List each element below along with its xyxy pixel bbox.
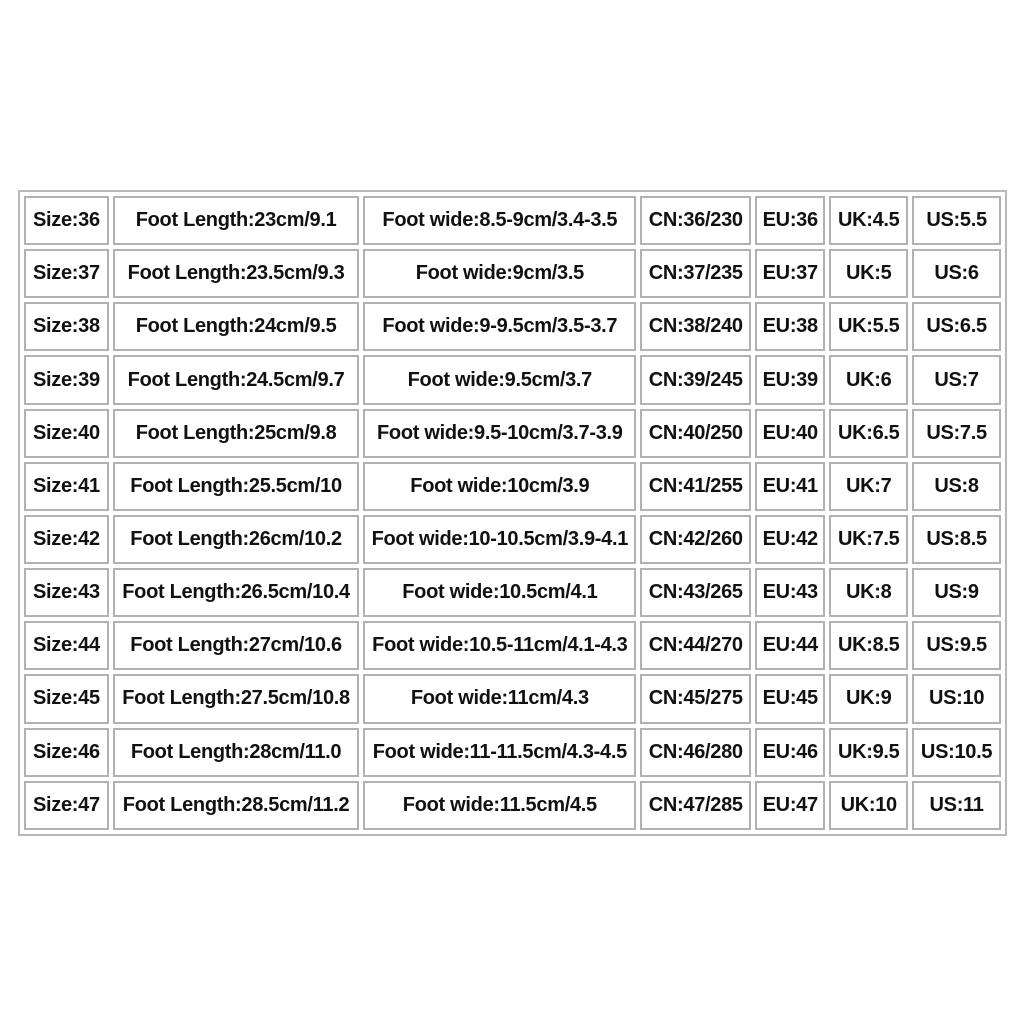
size-cell: Size:47 (24, 781, 109, 830)
size-chart (18, 190, 1007, 836)
us-size-cell: US:5.5 (912, 196, 1001, 245)
us-size-cell: US:6.5 (912, 302, 1001, 351)
eu-size-cell: EU:36 (755, 196, 825, 245)
foot-wide-cell: Foot wide:10cm/3.9 (363, 462, 636, 511)
foot-length-cell: Foot Length:26.5cm/10.4 (113, 568, 360, 617)
cn-size-cell: CN:46/280 (640, 728, 751, 777)
table-row (24, 409, 1001, 458)
size-chart-body (24, 196, 1001, 830)
foot-wide-cell: Foot wide:9.5cm/3.7 (363, 355, 636, 404)
table-row (24, 196, 1001, 245)
cn-size-cell: CN:36/230 (640, 196, 751, 245)
uk-size-cell: UK:10 (829, 781, 908, 830)
uk-size-cell: UK:7.5 (829, 515, 908, 564)
eu-size-cell: EU:46 (755, 728, 825, 777)
foot-wide-cell: Foot wide:9cm/3.5 (363, 249, 636, 298)
uk-size-cell: UK:6.5 (829, 409, 908, 458)
cn-size-cell: CN:43/265 (640, 568, 751, 617)
uk-size-cell: UK:6 (829, 355, 908, 404)
foot-wide-cell: Foot wide:10-10.5cm/3.9-4.1 (363, 515, 636, 564)
size-cell: Size:39 (24, 355, 109, 404)
uk-size-cell: UK:4.5 (829, 196, 908, 245)
foot-wide-cell: Foot wide:11.5cm/4.5 (363, 781, 636, 830)
size-cell: Size:37 (24, 249, 109, 298)
cn-size-cell: CN:44/270 (640, 621, 751, 670)
foot-length-cell: Foot Length:27.5cm/10.8 (113, 674, 360, 723)
us-size-cell: US:10 (912, 674, 1001, 723)
foot-length-cell: Foot Length:28.5cm/11.2 (113, 781, 360, 830)
foot-length-cell: Foot Length:27cm/10.6 (113, 621, 360, 670)
eu-size-cell: EU:43 (755, 568, 825, 617)
size-cell: Size:46 (24, 728, 109, 777)
cn-size-cell: CN:40/250 (640, 409, 751, 458)
foot-length-cell: Foot Length:24cm/9.5 (113, 302, 360, 351)
foot-wide-cell: Foot wide:11-11.5cm/4.3-4.5 (363, 728, 636, 777)
uk-size-cell: UK:8.5 (829, 621, 908, 670)
foot-length-cell: Foot Length:25cm/9.8 (113, 409, 360, 458)
foot-wide-cell: Foot wide:9.5-10cm/3.7-3.9 (363, 409, 636, 458)
eu-size-cell: EU:42 (755, 515, 825, 564)
table-row (24, 462, 1001, 511)
uk-size-cell: UK:5 (829, 249, 908, 298)
table-row (24, 302, 1001, 351)
cn-size-cell: CN:38/240 (640, 302, 751, 351)
foot-wide-cell: Foot wide:9-9.5cm/3.5-3.7 (363, 302, 636, 351)
size-cell: Size:41 (24, 462, 109, 511)
table-row (24, 781, 1001, 830)
table-row (24, 568, 1001, 617)
eu-size-cell: EU:37 (755, 249, 825, 298)
eu-size-cell: EU:41 (755, 462, 825, 511)
foot-length-cell: Foot Length:26cm/10.2 (113, 515, 360, 564)
us-size-cell: US:11 (912, 781, 1001, 830)
table-row (24, 621, 1001, 670)
us-size-cell: US:6 (912, 249, 1001, 298)
eu-size-cell: EU:45 (755, 674, 825, 723)
us-size-cell: US:8.5 (912, 515, 1001, 564)
foot-length-cell: Foot Length:24.5cm/9.7 (113, 355, 360, 404)
us-size-cell: US:9 (912, 568, 1001, 617)
us-size-cell: US:8 (912, 462, 1001, 511)
table-row (24, 515, 1001, 564)
foot-length-cell: Foot Length:23.5cm/9.3 (113, 249, 360, 298)
eu-size-cell: EU:47 (755, 781, 825, 830)
size-cell: Size:40 (24, 409, 109, 458)
eu-size-cell: EU:38 (755, 302, 825, 351)
size-cell: Size:45 (24, 674, 109, 723)
eu-size-cell: EU:44 (755, 621, 825, 670)
foot-length-cell: Foot Length:23cm/9.1 (113, 196, 360, 245)
foot-length-cell: Foot Length:28cm/11.0 (113, 728, 360, 777)
size-cell: Size:42 (24, 515, 109, 564)
us-size-cell: US:7.5 (912, 409, 1001, 458)
us-size-cell: US:10.5 (912, 728, 1001, 777)
eu-size-cell: EU:39 (755, 355, 825, 404)
cn-size-cell: CN:41/255 (640, 462, 751, 511)
table-row (24, 674, 1001, 723)
uk-size-cell: UK:5.5 (829, 302, 908, 351)
cn-size-cell: CN:47/285 (640, 781, 751, 830)
foot-wide-cell: Foot wide:11cm/4.3 (363, 674, 636, 723)
size-chart-table (20, 192, 1005, 834)
cn-size-cell: CN:45/275 (640, 674, 751, 723)
uk-size-cell: UK:9.5 (829, 728, 908, 777)
foot-length-cell: Foot Length:25.5cm/10 (113, 462, 360, 511)
us-size-cell: US:7 (912, 355, 1001, 404)
cn-size-cell: CN:42/260 (640, 515, 751, 564)
size-cell: Size:44 (24, 621, 109, 670)
foot-wide-cell: Foot wide:10.5-11cm/4.1-4.3 (363, 621, 636, 670)
size-cell: Size:36 (24, 196, 109, 245)
table-row (24, 355, 1001, 404)
cn-size-cell: CN:37/235 (640, 249, 751, 298)
size-cell: Size:43 (24, 568, 109, 617)
table-row (24, 728, 1001, 777)
foot-wide-cell: Foot wide:10.5cm/4.1 (363, 568, 636, 617)
us-size-cell: US:9.5 (912, 621, 1001, 670)
table-row (24, 249, 1001, 298)
uk-size-cell: UK:9 (829, 674, 908, 723)
foot-wide-cell: Foot wide:8.5-9cm/3.4-3.5 (363, 196, 636, 245)
size-cell: Size:38 (24, 302, 109, 351)
cn-size-cell: CN:39/245 (640, 355, 751, 404)
uk-size-cell: UK:7 (829, 462, 908, 511)
eu-size-cell: EU:40 (755, 409, 825, 458)
uk-size-cell: UK:8 (829, 568, 908, 617)
